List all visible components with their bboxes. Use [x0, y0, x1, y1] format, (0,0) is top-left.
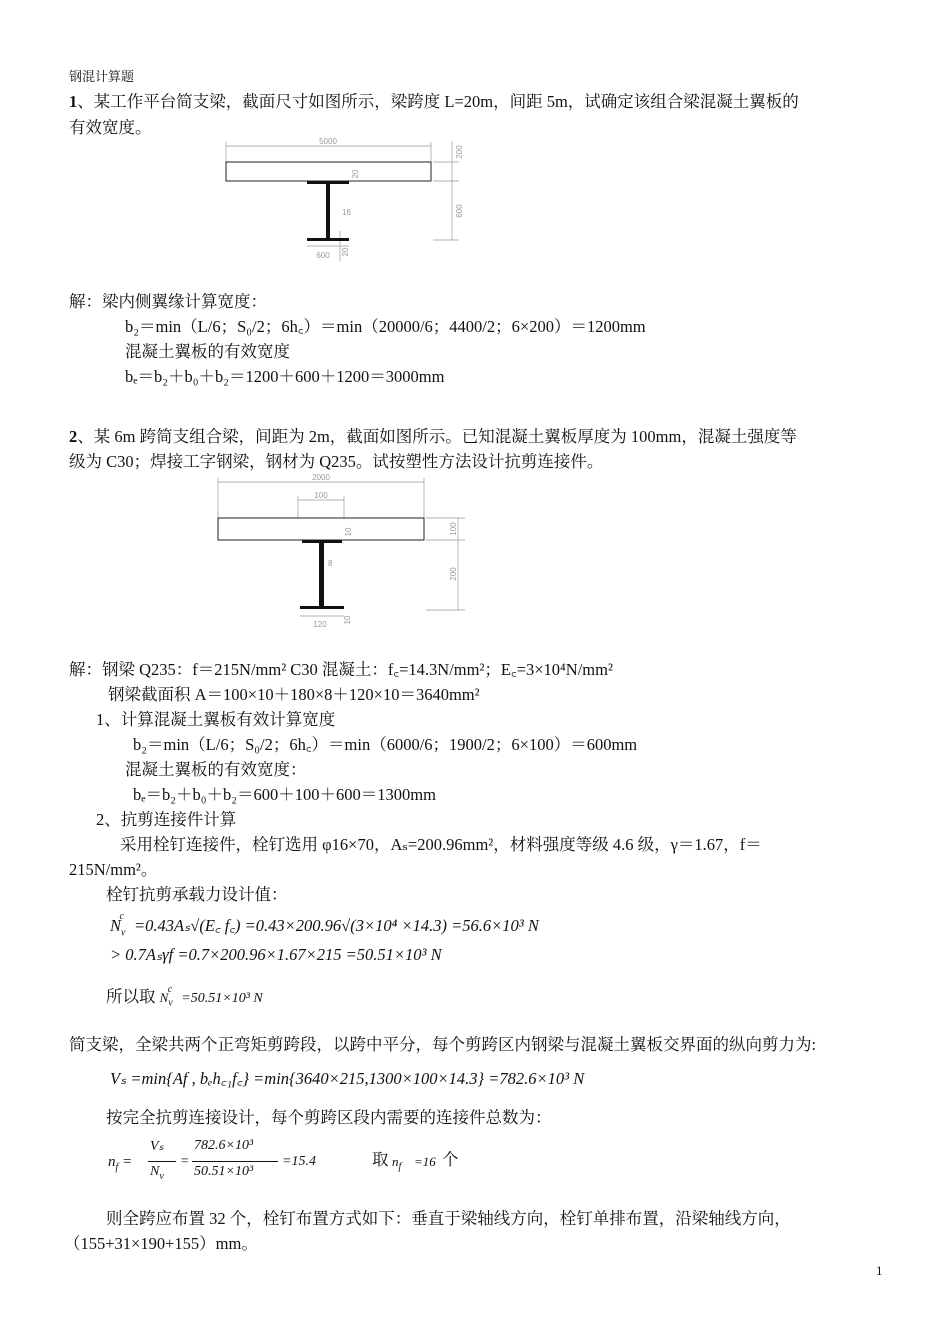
q2-nf-num-a: Vₛ	[150, 1139, 164, 1154]
page-number: 1	[876, 1263, 883, 1278]
q2-step2-title: 2、抗剪连接件计算	[96, 810, 237, 829]
q2-nf-num-b: 782.6×10³	[194, 1138, 254, 1153]
q2-final-line1: 则全跨应布置 32 个，栓钉布置方式如下：垂直于梁轴线方向，栓钉单排布置，沿梁轴线方向，	[106, 1209, 791, 1228]
q2-nf-take: 取	[372, 1150, 389, 1169]
q1-statement-line2: 有效宽度。	[69, 118, 152, 137]
q1-b2-equation: b₂＝min（L/6；S₀/2；6h꜀）＝min（20000/6；4400/2；6×200）＝1200mm	[125, 317, 646, 336]
q1-dim-bottom-width: 600	[316, 251, 330, 260]
q1-dim-web-thickness: 16	[342, 208, 351, 217]
q2-take-value: =50.51×10³ N	[181, 991, 263, 1006]
q2-take-line: 所以取 $N_v^c =50.51\times 10^3$ N	[106, 983, 263, 1009]
q2-step1-title: 1、计算混凝土翼板有效计算宽度	[96, 710, 336, 729]
q2-stud-line2: 215N/mm²。	[69, 860, 158, 879]
q2-capacity-symbol: N	[110, 916, 122, 935]
q2-vs-equation: Vₛ =min{Af , bₑh꜀₁f꜀} =min{3640×215,1300×100×14.3} =782.6×10³ N	[110, 1069, 585, 1088]
q2-dim-slab-height: 100	[449, 522, 458, 536]
q2-dim-web-thickness: 8	[328, 559, 333, 568]
q2-capacity-equation-1: $N_v^c$ =0.43Aₛ√(E꜀ f꜀) =0.43×200.96√(3×10⁴ ×14.3) =56.6×10³ N	[110, 910, 539, 939]
q2-effective-width-title: 混凝土翼板的有效宽度：	[125, 760, 307, 779]
q2-beam-section-figure	[210, 472, 470, 632]
q2-nf-den-a: N	[150, 1164, 160, 1179]
q2-nf-result: =15.4	[282, 1154, 316, 1169]
q2-dim-bottom-width: 120	[313, 620, 327, 629]
q2-statement-line1	[69, 423, 797, 447]
q1-be-equation: bₑ＝b₂＋b₀＋b₂＝1200＋600＋1200＝3000mm	[125, 367, 445, 386]
q1-number: 1	[69, 92, 78, 111]
q2-dim-flange-thickness: 10	[344, 527, 353, 537]
q1-dim-bottom-thickness: 20	[341, 247, 350, 257]
q1-dim-beam-height: 600	[455, 204, 464, 218]
q2-be-equation: bₑ＝b₂＋b₀＋b₂＝600＋100＋600＝1300mm	[133, 785, 436, 804]
q2-statement-line2: 级为 C30；焊接工字钢梁，钢材为 Q235。试按塑性方法设计抗剪连接件。	[69, 452, 604, 471]
q1-dim-slab-height: 200	[455, 145, 464, 159]
q2-b2-equation: b₂＝min（L/6；S₀/2；6h꜀）＝min（6000/6；1900/2；6×100）＝600mm	[133, 735, 638, 754]
q1-dim-flange-thickness: 20	[351, 169, 360, 179]
q2-solution-line2: 钢梁截面积 A＝100×10＋180×8＋120×10＝3640mm²	[108, 685, 480, 704]
q1-text-1: 、某工作平台简支梁，截面尺寸如图所示，梁跨度 L=20m，间距 5m，试确定该组合梁混凝土翼板的	[77, 92, 799, 111]
q2-nf-unit: 个	[442, 1150, 459, 1169]
q2-stud-line1: 采用栓钉连接件，栓钉选用 φ16×70，Aₛ=200.96mm²，材料强度等级 4.6 级，γ＝1.67，f＝	[120, 835, 762, 854]
doc-title: 钢混计算题	[69, 69, 135, 84]
q2-dim-top-width: 2000	[312, 473, 330, 482]
q2-solution-line1: 解：钢梁 Q235：f＝215N/mm² C30 混凝土：f꜀=14.3N/mm²；E꜀=3×10⁴N/mm²	[69, 660, 613, 679]
q2-full-connection-text: 按完全抗剪连接设计，每个剪跨区段内需要的连接件总数为：	[106, 1108, 552, 1127]
q1-beam-section-figure	[215, 135, 475, 270]
q2-nf-take-value: =16	[414, 1154, 436, 1169]
q2-capacity-equation-2: > 0.7Aₛγf =0.7×200.96×1.67×215 =50.51×10³ N	[110, 945, 442, 964]
q2-text-1: 、某 6m 跨简支组合梁，间距为 2m，截面如图所示。已知混凝土翼板厚度为 100mm，混凝土强度等	[77, 427, 797, 446]
q1-dim-top-width: 5000	[319, 137, 337, 146]
q2-nf-den-b: 50.51×10³	[194, 1164, 254, 1179]
q2-dim-top-flange-width: 100	[314, 491, 328, 500]
q2-shear-text: 简支梁，全梁共两个正弯矩剪跨段，以跨中平分，每个剪跨区内钢梁与混凝土翼板交界面的纵向剪力为:	[69, 1035, 817, 1054]
q1-solution-title: 解：梁内侧翼缘计算宽度：	[69, 292, 267, 311]
q1-effective-width-title: 混凝土翼板的有效宽度	[125, 342, 290, 361]
q2-number: 2	[69, 427, 78, 446]
q2-take-label: 所以取	[106, 987, 156, 1006]
q2-final-line2: （155+31×190+155）mm。	[64, 1234, 258, 1253]
q2-capacity-title: 栓钉抗剪承载力设计值：	[106, 885, 288, 904]
q2-dim-bottom-thickness: 10	[343, 615, 352, 625]
q2-dim-beam-height: 200	[449, 567, 458, 581]
q2-nf-equation: $n_f$ = Vₛ $N_v$ = 782.6×10³ 50.51×10³ =15.4 取 $n_f$ =16 个	[108, 1138, 459, 1182]
q1-statement-line1	[69, 88, 799, 112]
q2-capacity-rhs: =0.43Aₛ√(E꜀ f꜀) =0.43×200.96√(3×10⁴ ×14.3) =56.6×10³ N	[134, 916, 539, 935]
